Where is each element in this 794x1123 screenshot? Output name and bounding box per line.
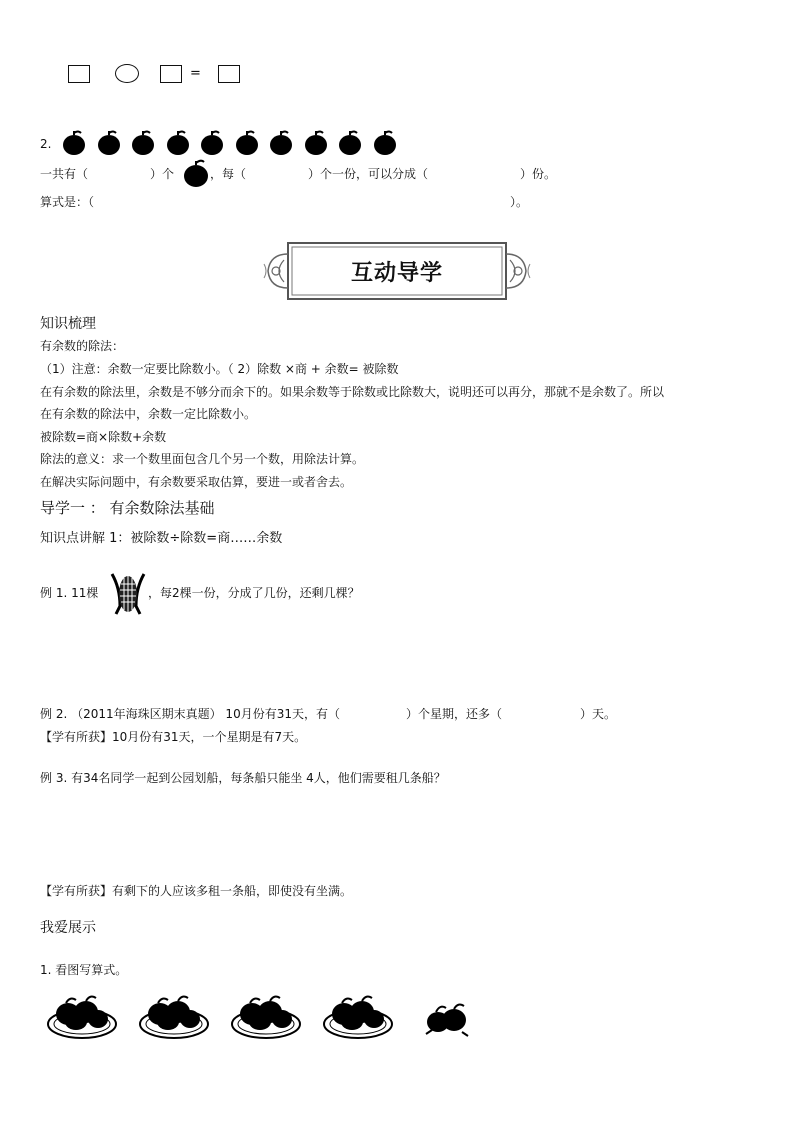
fruit-plate-icon xyxy=(46,990,118,1040)
example-3-text: 例 3. 有34名同学一起到公园划船，每条船只能坐 4人，他们需要租几条船？ xyxy=(40,771,446,785)
q2-text-c: ，每（ xyxy=(210,167,247,181)
guide-1-point: 知识点讲解 1：被除数÷除数=商……余数 xyxy=(40,531,283,546)
knowledge-line: 在有余数的除法中，余数一定比除数小。 xyxy=(40,407,257,421)
q2-text-a: 一共有（ xyxy=(40,167,89,181)
fruit-icon xyxy=(182,158,210,188)
question-2-line-2 xyxy=(40,193,528,210)
fruit-icon xyxy=(304,130,328,156)
answer-box-2 xyxy=(160,65,182,83)
fruit-icon xyxy=(200,130,224,156)
section-banner-title: 互动导学 xyxy=(350,260,443,286)
corn-icon xyxy=(106,568,150,616)
fruit-icon xyxy=(338,130,362,156)
example-2-line xyxy=(40,705,616,722)
example-2-text-a: 例 2. （2011年海珠区期末真题） 10月份有31天，有（ xyxy=(40,707,340,721)
fruit-icon xyxy=(235,130,259,156)
example-3-gain: 【学有所获】有剩下的人应该多租一条船，即使没有坐满。 xyxy=(40,884,353,898)
example-2-gain: 【学有所获】10月份有31天，一个星期是有7天。 xyxy=(40,730,307,744)
fruit-icon xyxy=(62,130,86,156)
fruit-icon xyxy=(97,130,121,156)
fruit-plate-icon xyxy=(230,990,302,1040)
q2-text-b: ）个 xyxy=(150,167,175,181)
loose-fruit-icon xyxy=(424,1000,470,1040)
fruit-plate-icon xyxy=(322,990,394,1040)
q2-text-e: ）份。 xyxy=(520,167,557,181)
equals-sign: = xyxy=(190,66,201,81)
question-2-number: 2. xyxy=(40,137,52,151)
question-2-line-1 xyxy=(40,165,174,182)
fruit-icon xyxy=(373,130,397,156)
knowledge-subheading: 有余数的除法： xyxy=(40,339,125,353)
knowledge-heading: 知识梳理 xyxy=(40,316,96,332)
show-heading: 我爱展示 xyxy=(40,920,96,936)
example-2-text-b: ）个星期，还多（ xyxy=(405,707,502,721)
fruit-icon xyxy=(166,130,190,156)
guide-1-title: 导学一 ： 有余数除法基础 xyxy=(40,499,215,517)
knowledge-line: 在有余数的除法里，余数是不够分而余下的。如果余数等于除数或比除数大，说明还可以再分，那就不是余数了。所以 xyxy=(40,385,665,399)
operator-oval xyxy=(115,64,139,83)
fruit-plate-icon xyxy=(138,990,210,1040)
fruit-icon xyxy=(131,130,155,156)
knowledge-line: （1）注意：余数一定要比除数小。（ 2）除数 ×商 + 余数= 被除数 xyxy=(40,362,399,376)
answer-box-3 xyxy=(218,65,240,83)
example-1-text-b: ，每2棵一份，分成了几份，还剩几棵？ xyxy=(148,586,360,600)
fruit-icon xyxy=(269,130,293,156)
q2-formula-end: ）。 xyxy=(510,195,529,209)
example-1-text-a: 例 1. 11棵 xyxy=(40,586,99,600)
knowledge-line: 被除数=商×除数+余数 xyxy=(40,430,167,444)
knowledge-line: 除法的意义：求一个数里面包含几个另一个数，用除法计算。 xyxy=(40,452,365,466)
show-question-1: 1. 看图写算式。 xyxy=(40,963,128,977)
question-2-line-1b xyxy=(210,165,556,182)
example-2-text-c: ）天。 xyxy=(580,707,617,721)
q2-formula-label: 算式是：（ xyxy=(40,195,95,209)
knowledge-line: 在解决实际问题中，有余数要采取估算，要进一或者舍去。 xyxy=(40,475,353,489)
q2-text-d: ）个一份，可以分成（ xyxy=(308,167,429,181)
answer-box-1 xyxy=(68,65,90,83)
